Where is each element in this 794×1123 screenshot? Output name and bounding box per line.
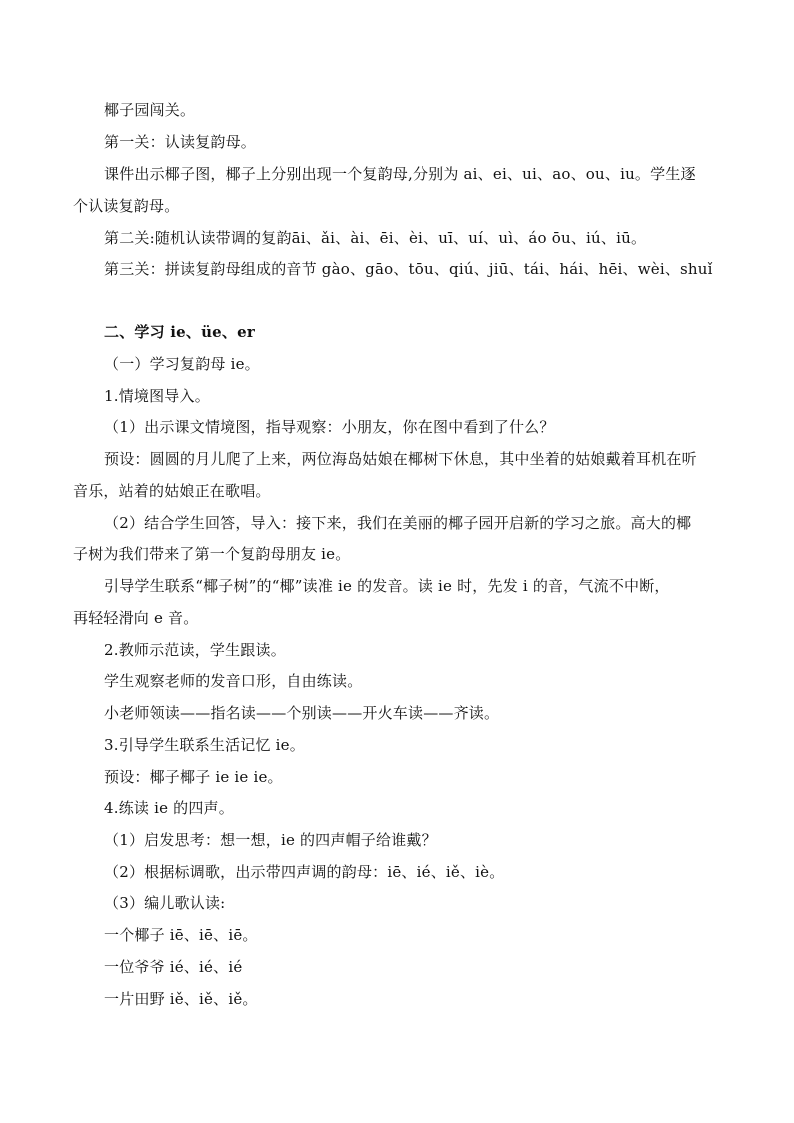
text-line: 预设：椰子椰子 ie ie ie。 xyxy=(104,768,283,786)
text-line: 椰子园闯关。 xyxy=(104,101,196,119)
text-line: 小老师领读——指名读——个别读——开火车读——齐读。 xyxy=(104,704,500,722)
text-line: 子树为我们带来了第一个复韵母朋友 ie。 xyxy=(73,545,351,563)
text-line: 音乐，站着的姑娘正在歌唱。 xyxy=(73,482,271,500)
text-line: 2.教师示范读，学生跟读。 xyxy=(104,641,286,659)
text-line: 第一关：认读复韵母。 xyxy=(104,133,257,151)
text-line: 1.情境图导入。 xyxy=(104,387,210,405)
text-line: 第二关:随机认读带调的复韵āi、ǎi、ài、ēi、èi、uī、uí、uì、áo ōu、iú、iū。 xyxy=(104,229,647,247)
text-line: 第三关：拼读复韵母组成的音节 gào、gāo、tōu、qiú、jiū、tái、hái、hēi、wèi、shuǐ xyxy=(104,260,713,278)
text-line: 一个椰子 iē、iē、iē。 xyxy=(104,926,258,944)
subsection-heading: （一）学习复韵母 ie。 xyxy=(104,355,260,373)
text-line: 一位爷爷 ié、ié、ié xyxy=(104,958,243,976)
text-line: （3）编儿歌认读: xyxy=(104,894,226,912)
text-line: 个认读复韵母。 xyxy=(73,197,180,215)
text-line: （2）结合学生回答，导入：接下来，我们在美丽的椰子园开启新的学习之旅。高大的椰 xyxy=(104,514,692,532)
text-line: 预设：圆圆的月儿爬了上来，两位海岛姑娘在椰树下休息，其中坐着的姑娘戴着耳机在听 xyxy=(104,450,697,468)
text-line: 引导学生联系“椰子树”的“椰”读准 ie 的发音。读 ie 时，先发 i 的音，气流不中断， xyxy=(104,577,670,595)
text-line: 一片田野 iě、iě、iě。 xyxy=(104,990,258,1008)
text-line: 3.引导学生联系生活记忆 ie。 xyxy=(104,736,305,754)
section-heading: 二、学习 ie、üe、er xyxy=(104,323,255,341)
text-line: （1）出示课文情境图，指导观察：小朋友，你在图中看到了什么？ xyxy=(104,418,555,436)
text-line: （1）启发思考：想一想，ie 的四声帽子给谁戴？ xyxy=(104,831,437,849)
text-line: 学生观察老师的发音口形，自由练读。 xyxy=(104,672,363,690)
text-line: 课件出示椰子图，椰子上分别出现一个复韵母,分别为 ai、ei、ui、ao、ou、iu。学生逐 xyxy=(104,165,696,183)
text-line: （2）根据标调歌，出示带四声调的韵母：iē、ié、iě、iè。 xyxy=(104,863,505,881)
text-line: 4.练读 ie 的四声。 xyxy=(104,799,234,817)
text-line: 再轻轻滑向 e 音。 xyxy=(73,609,199,627)
